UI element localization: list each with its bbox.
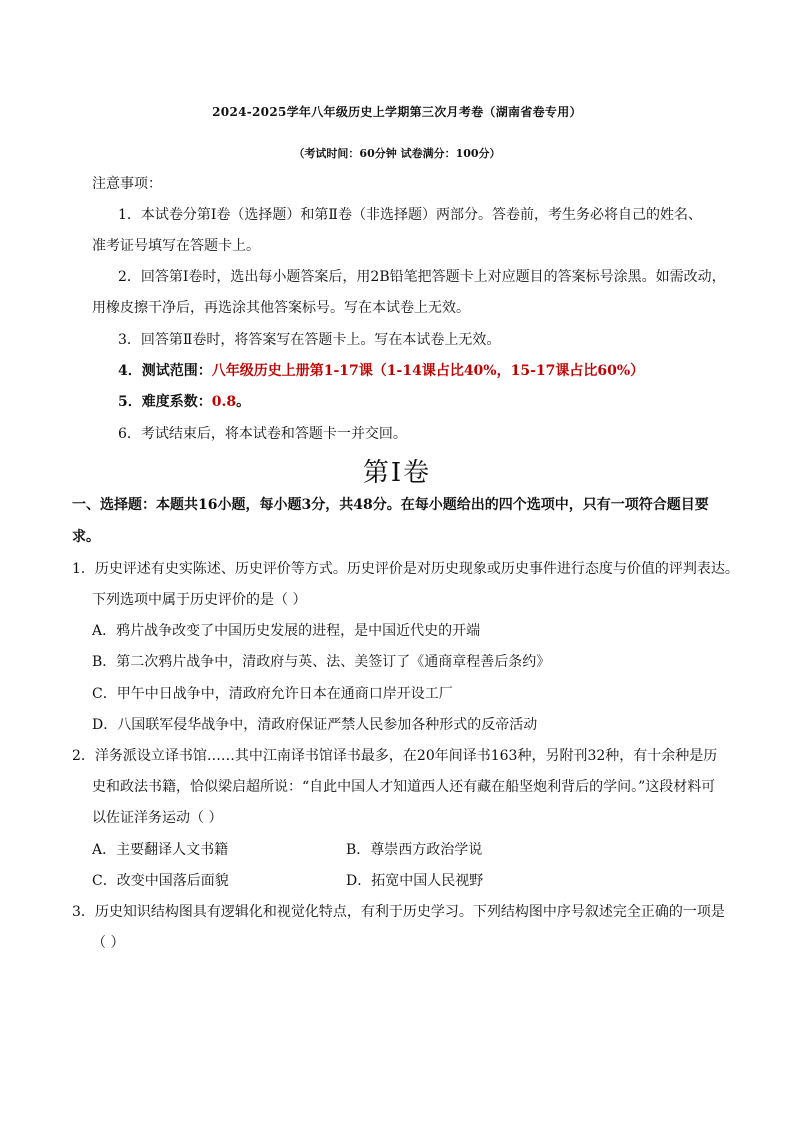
exam-subtitle: （考试时间：60分钟 试卷满分：100分） [293,147,501,160]
q2-stem-line-3: 以佐证洋务运动（ ） [92,810,223,826]
note-5-label: 5．难度系数： [118,394,212,410]
q1-stem-line-2: 下列选项中属于历史评价的是（ ） [92,592,307,608]
note-1-line-2: 准考证号填写在答题卡上。 [92,238,260,254]
note-3: 3．回答第Ⅱ卷时，将答案写在答题卡上。写在本试卷上无效。 [118,332,501,348]
q3-stem-line-1: 3．历史知识结构图具有逻辑化和视觉化特点，有利于历史学习。下列结构图中序号叙述完全正确的一项是 [72,904,725,920]
note-2-line-1: 2．回答第Ⅰ卷时，选出每小题答案后，用2B铅笔把答题卡上对应题目的答案标号涂黑。如需改动， [118,269,726,285]
q2-option-b: B．尊崇西方政治学说 [346,842,483,858]
note-5-end: 。 [236,394,251,410]
q2-option-c: C．改变中国落后面貌 [92,873,229,889]
q1-stem-line-1: 1．历史评述有史实陈述、历史评价等方式。历史评价是对历史现象或历史事件进行态度与价值的评判表达。 [72,561,739,577]
note-4-value: 八年级历史上册第1-17课（1-14课占比40%，15-17课占比60%） [211,363,645,379]
note-4 [118,361,644,381]
q1-option-d: D．八国联军侵华战争中，清政府保证严禁人民参加各种形式的反帝活动 [92,717,538,733]
note-2-line-2: 用橡皮擦干净后，再选涂其他答案标号。写在本试卷上无效。 [92,300,470,316]
notes-heading: 注意事项： [92,176,162,192]
note-5-value: 0.8 [211,394,237,410]
q3-stem-line-2: （ ） [92,935,125,951]
q1-option-a: A．鸦片战争改变了中国历史发展的进程，是中国近代史的开端 [92,623,481,639]
q2-stem-line-1: 2．洋务派设立译书馆……其中江南译书馆译书最多，在20年间译书163种，另附刊32种，有十余种是历 [72,748,718,764]
part1-instruction-line-1: 一、选择题：本题共16小题，每小题3分，共48分。在每小题给出的四个选项中，只有一项符合题目要 [72,497,709,513]
note-6: 6．考试结束后，将本试卷和答题卡一并交回。 [118,426,407,442]
note-5 [118,392,250,412]
note-4-label: 4．测试范围： [118,363,212,379]
section-title: 第Ⅰ卷 [362,458,432,488]
q2-option-a: A．主要翻译人文书籍 [92,842,229,858]
q2-stem-line-2: 史和政法书籍，恰似梁启超所说：“自此中国人才知道西人还有藏在船坚炮利背后的学问。”这段材料可 [92,779,716,795]
q2-option-d: D．拓宽中国人民视野 [346,873,484,889]
q1-option-b: B．第二次鸦片战争中，清政府与英、法、美签订了《通商章程善后条约》 [92,654,551,670]
exam-title: 2024-2025学年八年级历史上学期第三次月考卷（湖南省卷专用） [212,105,582,119]
q1-option-c: C．甲午中日战争中，清政府允许日本在通商口岸开设工厂 [92,686,453,702]
part1-instruction-line-2: 求。 [72,529,100,545]
note-1-line-1: 1．本试卷分第Ⅰ卷（选择题）和第Ⅱ卷（非选择题）两部分。答卷前，考生务必将自己的姓名、 [118,207,702,223]
